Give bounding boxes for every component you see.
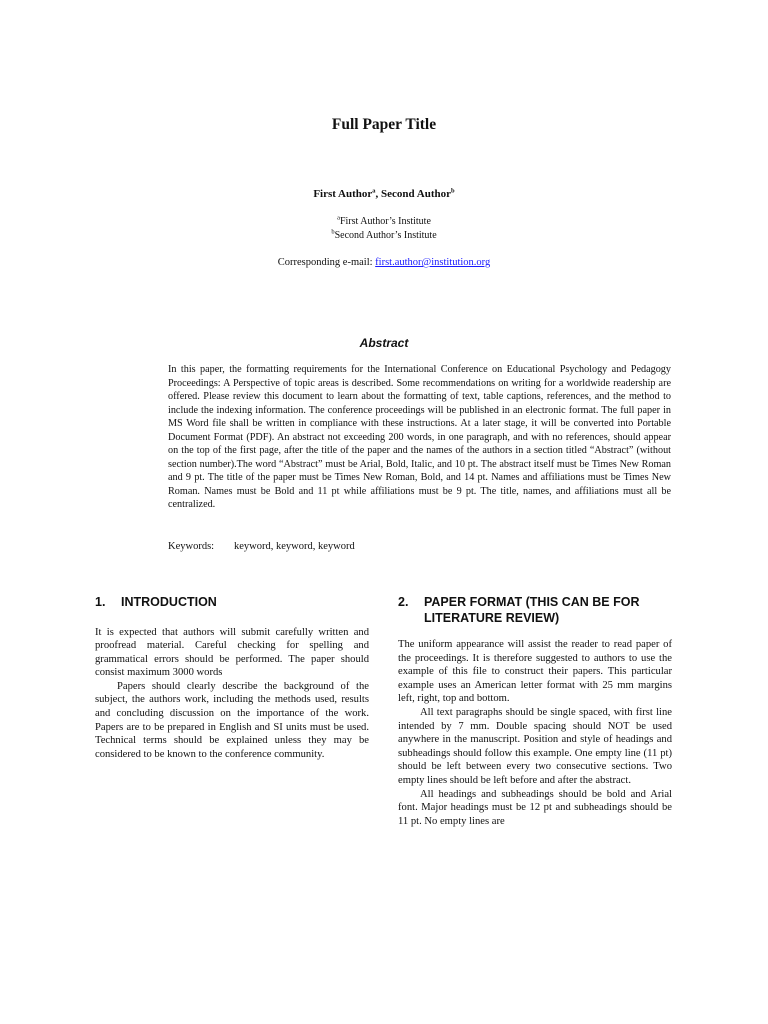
- affiliation-first-name: First Author’s Institute: [339, 216, 431, 227]
- paragraph: All text paragraphs should be single spaced, with first line intended by 7 mm. Double spacing should NOT be used anywhere in the manuscript. Position and style of headings and subheadings should follow this example. One empty line (11 pt) should be left between every two consecutive sections. Two empty lines should be left before and after the abstract.: [398, 706, 672, 786]
- second-author-sup: b: [451, 187, 455, 195]
- paper-title: Full Paper Title: [331, 116, 437, 133]
- paragraph: It is expected that authors will submit carefully written and proofread material. Careful checking for spelling and grammatical errors should be performed. The paper should consist maximum 3000 words: [95, 626, 369, 679]
- section-introduction: [95, 595, 369, 761]
- section-heading: [95, 595, 369, 611]
- paragraph: Papers should clearly describe the background of the subject, the authors work, including the methods used, results and concluding discussion on the importance of the work. Papers are to be prepared in English and SI units must be used. Technical terms should be explained unless they may be considered to be known to the conference community.: [95, 680, 369, 760]
- section-heading: [398, 595, 672, 626]
- corresponding-email-link[interactable]: first.author@institution.org: [375, 257, 491, 268]
- first-author: First Author: [313, 188, 373, 200]
- paragraph: The uniform appearance will assist the reader to read paper of the proceedings. It is therefore suggested to authors to use the example of this file to construct their papers. This particular example uses an American letter format with 25 mm margins left, right, top and bottom.: [398, 639, 672, 705]
- keywords-label: Keywords:: [168, 541, 215, 552]
- abstract-heading: Abstract: [359, 336, 409, 350]
- section-number: 1.: [95, 595, 106, 609]
- keywords-values: keyword, keyword, keyword: [234, 541, 355, 552]
- first-author-sup: a: [372, 187, 376, 195]
- keywords-line: [168, 541, 355, 552]
- section-text: [398, 638, 672, 828]
- affiliation-second: [0, 230, 768, 241]
- paragraph: All headings and subheadings should be bold and Arial font. Major headings must be 12 pt and subheadings should be 11 pt. No empty lines are: [398, 788, 672, 827]
- section-title: INTRODUCTION: [121, 595, 217, 609]
- abstract-body: In this paper, the formatting requirements for the International Conference on Educational Psychology and Pedagogy Proceedings: A Perspective of topic areas is described. Some recommendations on writing for a worldwide readership are offered. Please review this document to learn about the formatting of text, table captions, references, and the method to include the indexing information. The conference proceedings will be published in an electronic format. The full paper in MS Word file shall be written in compliance with these instructions. At a later stage, it will be converted into Portable Document Format (PDF). An abstract not exceeding 200 words, in one paragraph, and with no references, should appear on the top of the first page, after the title of the paper and the names of the authors in a section titled “Abstract” (without section number).The word “Abstract” must be Arial, Bold, Italic, and 10 pt. The abstract itself must be Times New Roman and 9 pt. The title of the paper must be Times New Roman, Bold, and 14 pt. Names and affiliations must be Times New Roman. Names must be Bold and 11 pt while affiliations must be 9 pt. The title, names, and affiliations must all be centralized.: [168, 364, 671, 511]
- corresponding-email-label: Corresponding e-mail:: [277, 257, 376, 268]
- second-author: Second Author: [381, 188, 452, 200]
- section-number: 2.: [398, 595, 409, 609]
- section-title: PAPER FORMAT (THIS CAN BE FOR LITERATURE REVIEW): [424, 595, 640, 625]
- corresponding-email-line: [0, 257, 768, 268]
- affiliation-second-name: Second Author’s Institute: [334, 230, 437, 241]
- affiliation-first: [0, 216, 768, 227]
- affiliation-second-sup: b: [331, 228, 335, 236]
- author-list: [0, 188, 768, 200]
- section-text: [95, 626, 369, 762]
- section-paper-format: [398, 595, 672, 828]
- affiliation-first-sup: a: [337, 214, 340, 222]
- author-separator: ,: [375, 188, 382, 200]
